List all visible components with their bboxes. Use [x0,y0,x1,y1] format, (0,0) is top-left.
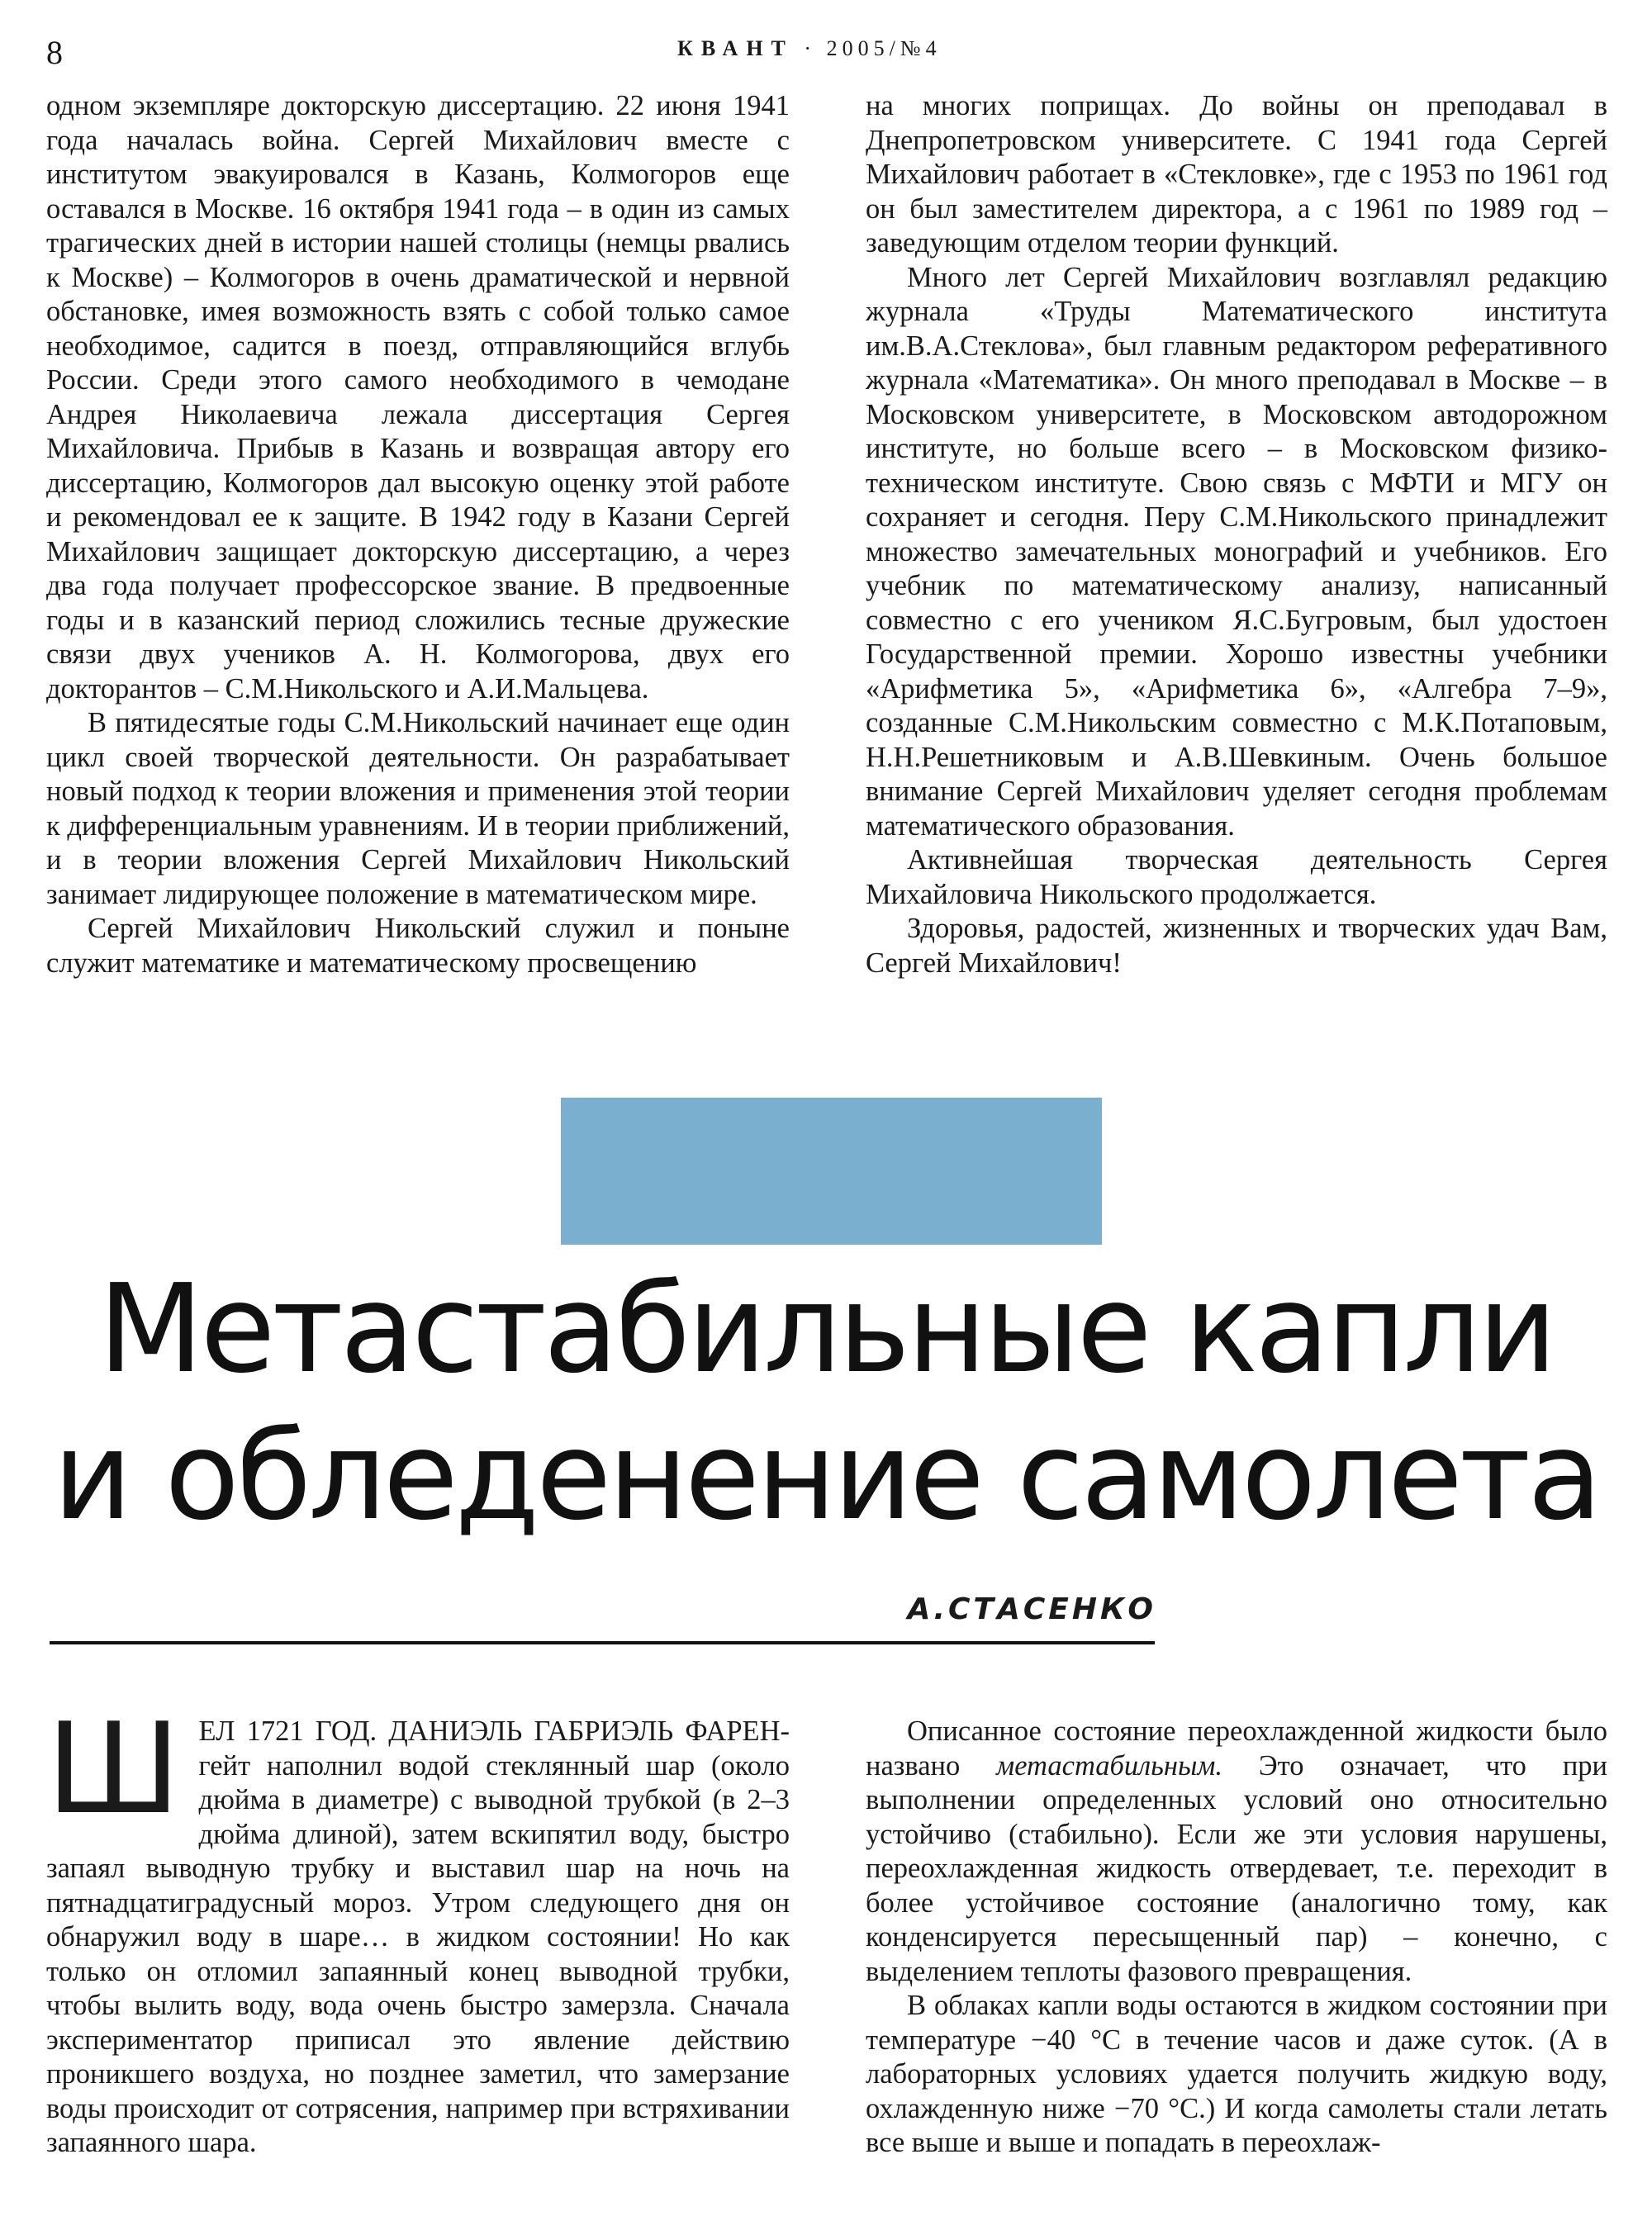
lead-caps: ЕЛ 1721 ГОД. ДАНИЭЛЬ ГАБРИЭЛЬ ФАРЕН- [198,1715,790,1747]
article-title-line-2: и обледенение самолета [53,1405,1599,1547]
paragraph: на многих поприщах. До войны он преподавал в Днепропетровском университете. С 1941 года Сергей Михайлович работает в «Стекловке», где с 1953 по 1961 год он был заместителем директора, а с 1961 по 1989 год – заведующим отделом теории функций. [866,90,1607,259]
page-number: 8 [46,34,63,71]
journal-name: КВАНТ [677,36,794,60]
header-separator: · [804,36,817,60]
article-title [50,1255,1602,1549]
paragraph: В облаках капли воды остаются в жидком состоянии при температуре −40 °С в течение часов и даже суток. (А в лабораторных условиях удается получить жидкую воду, охлажденную ниже −70 °С.) И когда самолеты стали летать все выше и выше и попадать в переохлаж- [866,1990,1607,2158]
author-rule-divider [50,1641,1155,1644]
emphasized-term: метастабильным. [996,1749,1222,1782]
paragraph: одном экземпляре докторскую диссертацию. 22 июня 1941 года началась война. Сергей Михайлович вместе с институтом эвакуировался в Казань, Колмогоров еще оставался в Москве. 16 октября 1941 года – в один из самых трагических дней в истории нашей столицы (немцы рвались к Москве) – Колмогоров в очень драматической и нервной обстановке, имея возможность взять с собой только самое необходимое, садится в поезд, отправляющийся вглубь России. Среди этого самого необходимого в чемодане Андрея Николаевича лежала диссертация Сергея Михайловича. Прибыв в Казань и возвращая автору его диссертацию, Колмогоров дал высокую оценку этой работе и рекомендовал ее к защите. В 1942 году в Казани Сергей Михайлович защищает докторскую диссертацию, а через два года получает профессорское звание. В предвоенные годы и в казанский период сложились тесные дружеские связи двух учеников А. Н. Колмогорова, двух его докторантов – С.М.Никольского и А.И.Мальцева. [46,90,790,705]
paragraph: В пятидесятые годы С.М.Никольский начинает еще один цикл своей творческой деятельности. Он разрабатывает новый подход к теории вложения и применения этой теории к дифференциальным уравнениям. И в теории приближений, и в теории вложения Сергей Михайлович Никольский занимает лидирующее положение в математическом мире. [46,707,790,910]
paragraph [866,1715,1607,1989]
article-author: А.СТАСЕНКО [907,1592,1156,1626]
top-left-column [46,89,790,980]
paragraph-text: Описанное состояние переохлажденной жидкости было названо [866,1715,1607,1782]
decorative-color-block [559,1096,1104,1246]
article-title-line-1: Метастабильные капли [97,1258,1555,1400]
paragraph: Много лет Сергей Михайлович возглавлял редакцию журнала «Труды Математического института им.В.А.Стеклова», был главным редактором реферативного журнала «Математика». Он много преподавал в Москве – в Московском университете, в Московском автодорожном институте, но больше всего – в Московском физико-техническом институте. Свою связь с МФТИ и МГУ он сохраняет и сегодня. Перу С.М.Никольского принадлежит множество замечательных монографий и учебников. Его учебник по математическому анализу, написанный совместно с его учеником Я.С.Бугровым, был удостоен Государственной премии. Хорошо известны учебники «Арифметика 5», «Арифметика 6», «Алгебра 7–9», созданные С.М.Никольским совместно с М.К.Потаповым, Н.Н.Решетниковым и А.В.Шевкиным. Очень большое внимание Сергей Михайлович уделяет сегодня проблемам математического образования. [866,261,1607,842]
lead-text: гейт наполнил водой стеклянный шар (около дюйма в диаметре) с выводной трубкой (в 2–3 дюйма длиной), затем вскипятил воду, быстро запаял выводную трубку и выставил шар на ночь на пятнадцатиградусный мороз. Утром следующего дня он обнаружил воду в шаре… в жидком состоянии! Но как только он отломил запаянный конец выводной трубки, чтобы вылить воду, вода очень быстро замерзла. Сначала экспериментатор приписал это явление действию проникшего воздуха, но позднее заметил, что замерзание воды происходит от сотрясения, например при встряхивании запаянного шара. [46,1749,790,2158]
paragraph: Активнейшая творческая деятельность Сергея Михайловича Никольского продолжается. [866,844,1607,910]
bottom-left-column [46,1696,790,2161]
paragraph-text: Это означает, что при выполнении определенных условий оно относительно устойчиво (стабильно). Если же эти условия нарушены, переохлажденная жидкость отвердевает, т.е. переходит в более устойчивое состояние (аналогично тому, как конденсируется пересыщенный пар) – конечно, с выделением теплоты фазового превращения. [866,1749,1608,1987]
paragraph: Сергей Михайлович Никольский служил и поныне служит математике и математическому просвещению [46,913,790,979]
paragraph: Здоровья, радостей, жизненных и творческих удач Вам, Сергей Михайлович! [866,913,1607,979]
issue-number: 2005/№4 [826,36,942,60]
drop-cap: Ш [46,1696,181,1842]
bottom-right-column [866,1715,1607,2161]
lead-paragraph [46,1696,790,2161]
running-head [677,36,942,61]
top-right-column [866,89,1607,980]
